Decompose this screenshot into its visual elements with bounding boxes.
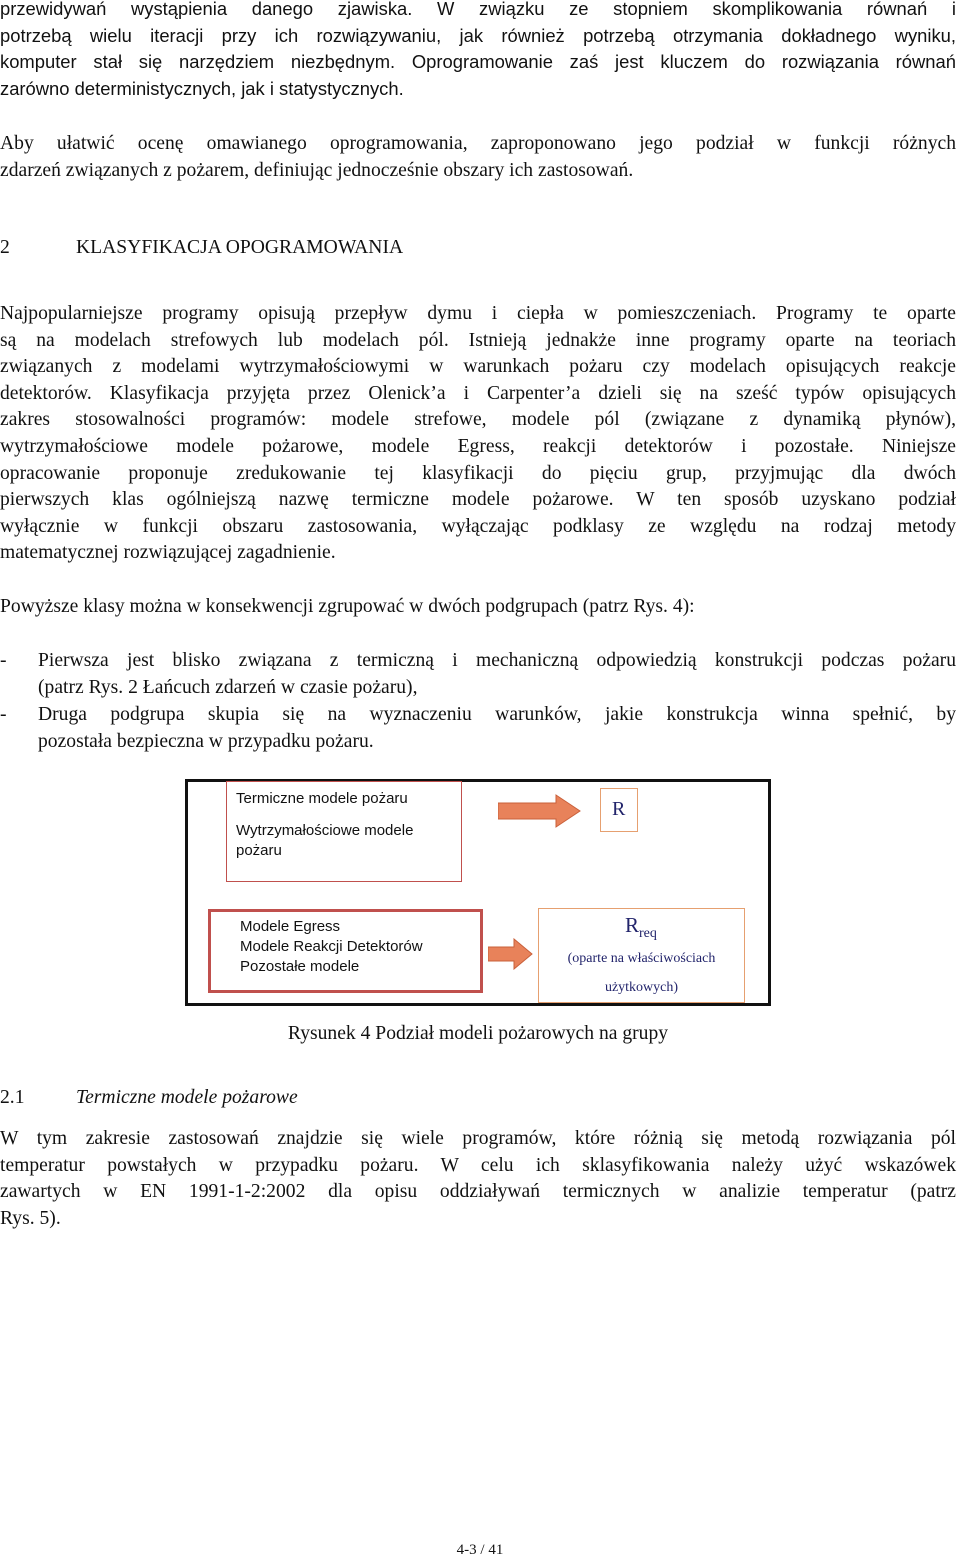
list-item [0, 702, 956, 756]
required-resistance-note: (oparte na właściwościach [567, 951, 716, 966]
required-resistance-box [538, 908, 745, 1003]
text-line: detektorów. Klasyfikacja przyjęta przez Olenick’a i Carpenter’a dzieli się na sześć typów opisujących [0, 382, 956, 404]
required-resistance-subscript: req [639, 926, 657, 941]
other-models-box [208, 909, 483, 993]
subsection-number: 2.1 [0, 1087, 25, 1108]
text-line: potrzebą wielu iteracji przy ich rozwiązywaniu, jak również potrzebą otrzymania dokładnego wyniku, [0, 24, 956, 46]
page-number: 4-3 / 41 [456, 1542, 504, 1558]
list-item [0, 648, 956, 702]
required-resistance-symbol [625, 913, 657, 942]
section-title: KLASYFIKACJA OPOGRAMOWANIA [76, 237, 404, 258]
classification-paragraph [0, 301, 956, 567]
text-line: zawartych w EN 1991-1-2:2002 dla opisu oddziaływań termicznych w analizie temperatur (patrz [0, 1181, 956, 1203]
figure-caption-text: Rysunek 4 Podział modeli pożarowych na grupy [287, 1023, 669, 1044]
text-line: Aby ułatwić ocenę omawianego oprogramowania, zaproponowano jego podział w funkcji różnych [0, 133, 956, 154]
text-line: temperatur powstałych w przypadku pożaru. W celu ich sklasyfikowania należy użyć wskazówek [0, 1154, 956, 1176]
section-number: 2 [0, 237, 10, 258]
remaining-models-label: Pozostałe modele [240, 958, 360, 975]
text-line: (patrz Rys. 2 Łańcuch zdarzeń w czasie pożaru), [38, 676, 418, 698]
figure-caption [0, 1023, 960, 1045]
thermal-models-box [226, 781, 462, 882]
text-line: wytrzymałościowe modele pożarowe, modele Egress, reakcji detektorów i pozostałe. Niniejsze [0, 435, 956, 457]
text-line: związanych z modelami wytrzymałościowymi w warunkach pożaru czy modelach opisujących reakcje [0, 356, 956, 378]
text-line: są na modelach strefowych lub modelach pól. Istnieją jednakże inne programy oparte na teoriach [0, 329, 956, 351]
text-line: zdarzeń związanych z pożarem, definiując jednocześnie obszary ich zastosowań. [0, 159, 634, 181]
text-line: zakres stosowalności programów: modele strefowe, modele pól (związane z dynamiką płynów), [0, 409, 956, 431]
subsection-heading [0, 1087, 298, 1109]
assessment-paragraph [0, 131, 956, 184]
list-dash: - [0, 650, 7, 671]
text-line: pierwszych klas ogólniejszą nazwę termiczne modele pożarowe. W ten sposób uzyskano podział [0, 489, 956, 511]
grouping-paragraph: Powyższe klasy można w konsekwencji zgrupować w dwóch podgrupach (patrz Rys. 4): [0, 596, 695, 617]
list-dash: - [0, 704, 7, 725]
text-line: Druga podgrupa skupia się na wyznaczeniu warunków, jakie konstrukcja winna spełnić, by [38, 704, 956, 725]
text-line: Najpopularniejsze programy opisują przepływ dymu i ciepła w pomieszczeniach. Programy te oparte [0, 303, 956, 324]
resistance-symbol: R [612, 798, 626, 820]
subsection-title: Termiczne modele pożarowe [76, 1087, 298, 1108]
text-line: opracowanie proponuje zredukowanie tej klasyfikacji do pięciu grup, przyjmując dla dwóch [0, 462, 956, 484]
required-resistance-letter: R [625, 913, 640, 937]
text-line: Rys. 5). [0, 1207, 61, 1229]
egress-models-label: Modele Egress [240, 918, 341, 935]
text-line: przewidywań wystąpienia danego zjawiska. W związku ze stopniem skomplikowania równań i [0, 0, 956, 19]
detector-models-label: Modele Reakcji Detektorów [240, 938, 423, 955]
text-line: komputer stał się narzędziem niezbędnym. Oprogramowanie zaś jest kluczem do rozwiązania równań [0, 51, 956, 73]
thermal-paragraph [0, 1126, 956, 1232]
resistance-box [600, 788, 638, 832]
arrow-right-icon [488, 938, 534, 970]
text-line: W tym zakresie zastosowań znajdzie się wiele programów, które różnią się metodą rozwiązania pól [0, 1128, 956, 1149]
required-resistance-note-cont: użytkowych) [604, 980, 679, 995]
text-line: wyłącznie w funkcji obszaru zastosowania, wyłączając podklasy ze względu na rodzaj metody [0, 515, 956, 537]
text-line: Pierwsza jest blisko związana z termiczną i mechaniczną odpowiedzią konstrukcji podczas pożaru [38, 650, 956, 671]
thermal-models-label: Termiczne modele pożaru [236, 790, 408, 807]
intro-paragraph [0, 0, 956, 102]
arrow-right-icon [498, 794, 582, 828]
text-line: pozostała bezpieczna w przypadku pożaru. [38, 730, 374, 752]
text-line: matematycznej rozwiązującej zagadnienie. [0, 542, 336, 564]
section-heading [0, 237, 404, 259]
text-line: zarówno deterministycznych, jak i statystycznych. [0, 77, 404, 99]
strength-models-label-cont: pożaru [236, 842, 282, 859]
strength-models-label: Wytrzymałościowe modele [236, 822, 414, 839]
